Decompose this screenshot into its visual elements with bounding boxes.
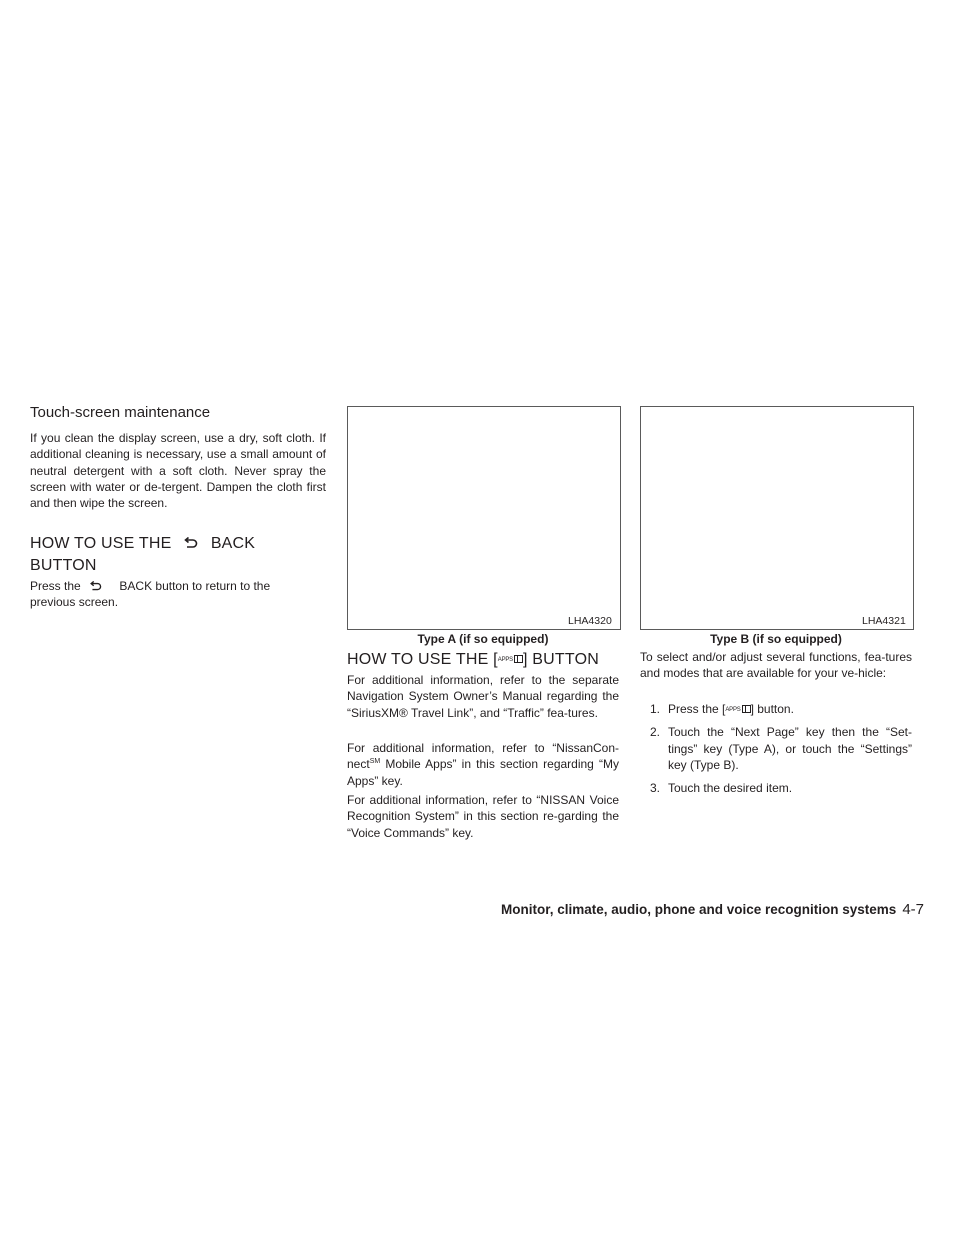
step-text: Touch the “Next Page” key then the “Set-tings” key (Type A), or touch the “Settings” key (Type B). <box>668 725 912 772</box>
step-2 <box>650 724 912 773</box>
back-body-post: BACK button to return to the <box>119 579 271 593</box>
step-number: 2. <box>650 725 661 740</box>
apps-icon-label: APPS <box>497 656 513 663</box>
apps-para-2 <box>347 740 619 789</box>
apps-para-2-sup: SM <box>369 758 381 766</box>
apps-para-2-post: Mobile Apps” in this section regarding “My Apps” key. <box>347 757 619 788</box>
figure-b-code: LHA4321 <box>862 615 906 627</box>
back-arrow-icon <box>88 581 102 593</box>
back-body-line2: previous screen. <box>30 595 119 610</box>
step-1-pre: Press the [ <box>668 702 726 716</box>
back-body-pre: Press the <box>30 579 81 593</box>
figure-b-caption: Type B (if so equipped) <box>710 632 842 646</box>
back-button-body <box>30 578 330 611</box>
apps-button-heading <box>347 649 637 671</box>
page-footer <box>501 901 924 918</box>
footer-section-title: Monitor, climate, audio, phone and voice recognition systems <box>500 902 897 917</box>
step-1 <box>650 701 912 717</box>
settings-steps <box>650 701 912 803</box>
back-heading-line2: BUTTON <box>30 557 97 574</box>
step-text <box>668 701 794 717</box>
back-arrow-icon <box>182 537 198 551</box>
step-3 <box>650 780 912 796</box>
back-button-heading <box>30 533 330 577</box>
figure-a-code: LHA4320 <box>568 615 612 627</box>
page-number: 4-7 <box>902 901 924 918</box>
step-1-post: ] button. <box>750 702 794 716</box>
apps-icon-box <box>742 705 751 713</box>
apps-icon-label: APPS <box>725 706 741 713</box>
back-heading-post: BACK <box>210 535 256 552</box>
touch-screen-heading: Touch-screen maintenance <box>30 404 211 421</box>
step-text: Touch the desired item. <box>668 781 793 796</box>
apps-icon <box>498 655 523 665</box>
apps-para-1: For additional information, refer to the separate Navigation System Owner’s Manual regarding the “SiriusXM® Travel Link”, and “Traffic” fea-tures. <box>347 673 619 720</box>
apps-icon <box>725 705 750 715</box>
apps-icon-box <box>514 655 523 663</box>
apps-para-3: For additional information, refer to “NISSAN Voice Recognition System” in this section re-garding the “Voice Commands” key. <box>347 793 619 840</box>
apps-heading-pre: HOW TO USE THE [ <box>347 651 498 668</box>
apps-para-2-pre: For additional information, refer to “NissanCon-nect <box>347 741 619 772</box>
back-heading-pre: HOW TO USE THE <box>30 535 172 552</box>
figure-a-caption: Type A (if so equipped) <box>417 632 549 646</box>
apps-heading-post: ] BUTTON <box>523 651 599 668</box>
settings-intro: To select and/or adjust several functions, fea-tures and modes that are available for your ve-hicle: <box>640 650 912 681</box>
figure-type-a <box>347 406 621 630</box>
figure-type-b <box>640 406 914 630</box>
step-number: 3. <box>650 781 661 796</box>
touch-screen-body: If you clean the display screen, use a dry, soft cloth. If additional cleaning is necessary, use a small amount of neutral detergent with a soft cloth. Never spray the screen with water or de-tergent. Dampen the cloth first and then wipe the screen. <box>30 431 326 511</box>
step-number: 1. <box>650 702 661 716</box>
